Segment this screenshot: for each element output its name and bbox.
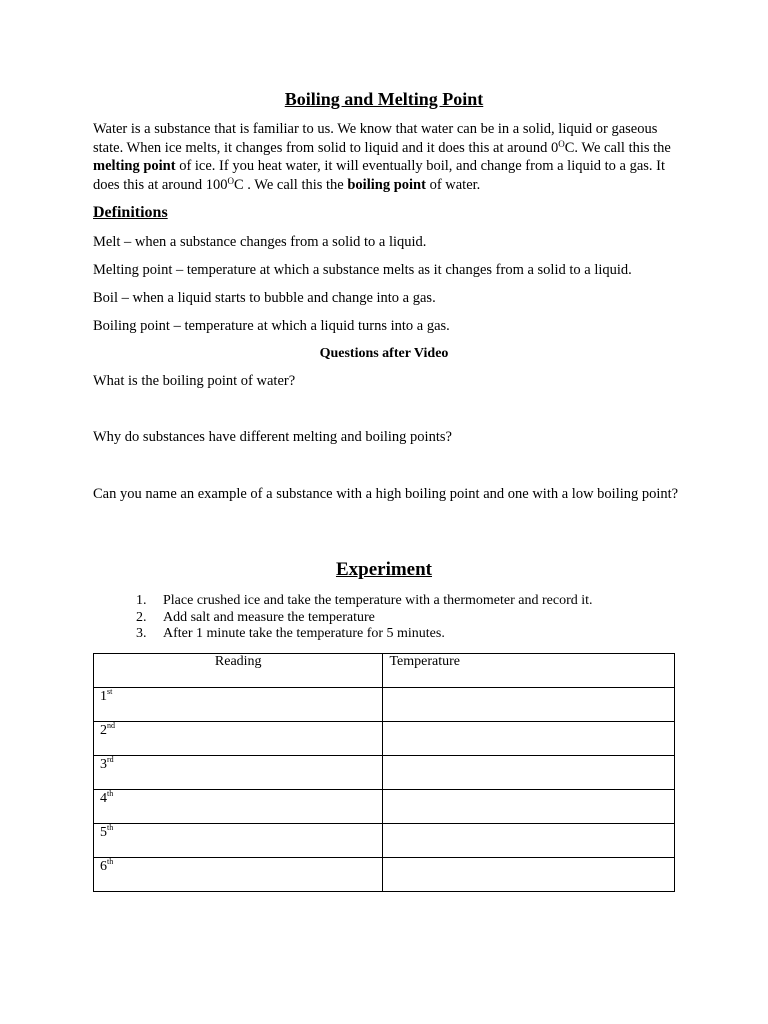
question-1: What is the boiling point of water?	[93, 373, 296, 389]
definition-melt: Melt – when a substance changes from a solid to a liquid.	[93, 234, 427, 250]
intro-text-2: C. We call this the	[564, 139, 671, 156]
reading-cell	[94, 722, 383, 756]
step-text: Add salt and measure the temperature	[163, 609, 375, 625]
step-text: After 1 minute take the temperature for 5 minutes.	[163, 626, 445, 641]
temperature-cell[interactable]	[383, 688, 675, 722]
temperature-cell[interactable]	[383, 858, 675, 892]
step-number: 2.	[136, 609, 147, 625]
reading-number: 2	[100, 723, 107, 738]
temperature-cell[interactable]	[383, 722, 675, 756]
degree-superscript: O	[558, 138, 565, 149]
questions-heading: Questions after Video	[319, 346, 449, 361]
table-header-row	[94, 654, 675, 688]
table-row	[94, 756, 675, 790]
experiment-steps	[136, 593, 593, 643]
table-row	[94, 722, 675, 756]
temperature-cell[interactable]	[383, 756, 675, 790]
table-row	[94, 688, 675, 722]
reading-number: 1	[100, 689, 107, 704]
definition-boiling-point: Boiling point – temperature at which a liquid turns into a gas.	[93, 318, 450, 334]
reading-cell	[94, 790, 383, 824]
melting-point-term: melting point	[93, 158, 176, 175]
question-3: Can you name an example of a substance with a high boiling point and one with a low boiling point?	[93, 486, 679, 502]
reading-number: 6	[100, 859, 107, 874]
table-row	[94, 824, 675, 858]
table-row	[94, 790, 675, 824]
reading-cell	[94, 756, 383, 790]
step-number: 1.	[136, 593, 147, 608]
intro-text-3: of ice. If you heat water, it will eventually boil, and change from a liquid to a gas. It does this at around 100	[93, 158, 666, 194]
intro-text-1: Water is a substance that is familiar to us. We know that water can be in a solid, liquid or gaseous state. When ice melts, it changes from solid to liquid and it does this at around 0	[93, 121, 658, 156]
list-item	[136, 626, 593, 643]
reading-cell	[94, 688, 383, 722]
ordinal-suffix: th	[107, 789, 114, 798]
reading-number: 3	[100, 757, 107, 772]
ordinal-suffix: st	[107, 687, 113, 696]
intro-text-4: C . We call this the	[234, 177, 348, 194]
definition-boil: Boil – when a liquid starts to bubble and change into a gas.	[93, 290, 436, 306]
reading-number: 4	[100, 791, 107, 806]
table-row	[94, 858, 675, 892]
temperature-cell[interactable]	[383, 790, 675, 824]
reading-cell	[94, 824, 383, 858]
degree-superscript: O	[227, 176, 235, 187]
step-text: Place crushed ice and take the temperature with a thermometer and record it.	[163, 593, 593, 608]
definition-melting-point: Melting point – temperature at which a substance melts as it changes from a solid to a liquid.	[93, 262, 632, 278]
experiment-heading: Experiment	[335, 559, 433, 580]
readings-table	[93, 653, 675, 892]
intro-paragraph	[93, 120, 675, 195]
list-item	[136, 610, 593, 627]
reading-number: 5	[100, 825, 107, 840]
definitions-heading: Definitions	[93, 204, 168, 221]
boiling-point-term: boiling point	[347, 177, 426, 194]
list-item	[136, 593, 593, 610]
page-title: Boiling and Melting Point	[284, 89, 484, 109]
ordinal-suffix: th	[107, 823, 114, 832]
step-number: 3.	[136, 626, 147, 641]
reading-cell	[94, 858, 383, 892]
temperature-cell[interactable]	[383, 824, 675, 858]
reading-column-header: Reading	[94, 654, 383, 688]
ordinal-suffix: rd	[107, 755, 114, 764]
question-2: Why do substances have different melting and boiling points?	[93, 429, 452, 445]
ordinal-suffix: nd	[107, 721, 115, 730]
ordinal-suffix: th	[107, 857, 114, 866]
temperature-column-header: Temperature	[383, 654, 675, 688]
intro-text-5: of water.	[425, 177, 481, 194]
